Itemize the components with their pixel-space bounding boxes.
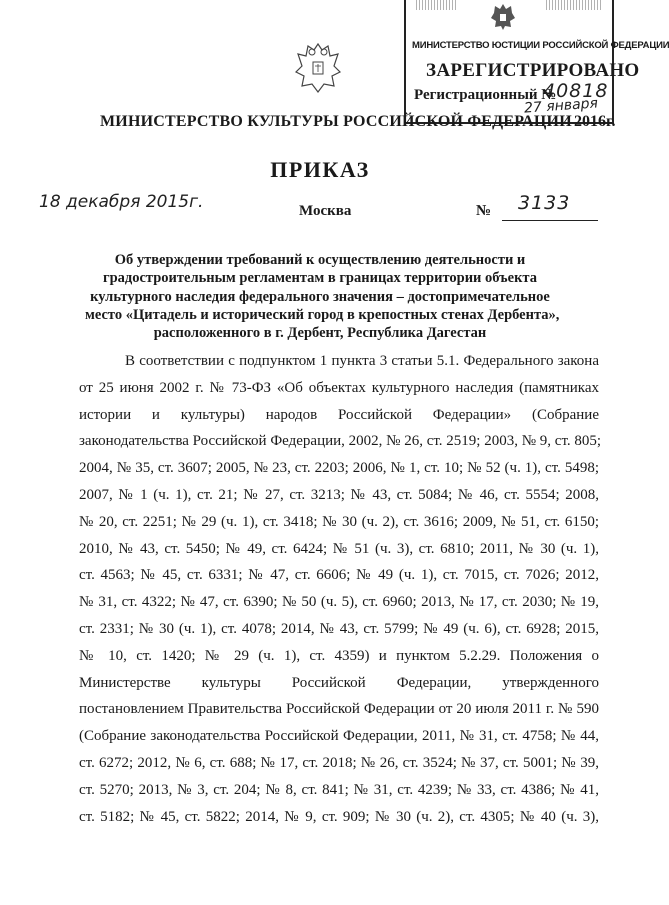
stamp-reg-label: Регистрационный № bbox=[414, 87, 557, 103]
order-date: 18 декабря 2015г. bbox=[39, 192, 204, 212]
order-number: 3133 bbox=[518, 192, 571, 214]
title-line: место «Цитадель и исторический город в крепостных стенах Дербента», bbox=[85, 306, 560, 323]
stamp-eagle-icon bbox=[490, 2, 516, 32]
body-line: № 10, ст. 1420; № 29 (ч. 1), ст. 4359) и пунктом 5.2.29. Положения о bbox=[79, 647, 599, 664]
body-line: № 31, ст. 4322; № 47, ст. 6390; № 50 (ч. 5), ст. 6960; 2013, № 17, ст. 2030; № 19, bbox=[79, 594, 599, 611]
body-line: ст. 6272; 2012, № 6, ст. 688; № 17, ст. 2018; № 26, ст. 3524; № 37, ст. 5001; № 39, bbox=[79, 754, 599, 771]
registration-stamp bbox=[404, 0, 669, 124]
stamp-reg-date: 27 января bbox=[523, 95, 599, 117]
body-line: (Собрание законодательства Российской Федерации, 2011, № 31, ст. 4758; № 44, bbox=[79, 728, 599, 745]
body-line: ст. 5182; № 45, ст. 5822; 2014, № 9, ст. 909; № 30 (ч. 2), ст. 4305; № 40 (ч. 3), bbox=[79, 808, 599, 825]
stamp-year: 2016г. bbox=[574, 113, 616, 130]
stamp-reg-number: 40818 bbox=[543, 80, 609, 102]
body-line: 2007, № 1 (ч. 1), ст. 21; № 27, ст. 3213; № 43, ст. 5084; № 46, ст. 5554; 2008, bbox=[79, 486, 599, 503]
document-type: ПРИКАЗ bbox=[270, 157, 370, 182]
order-body bbox=[79, 348, 602, 830]
body-line: 2010, № 43, ст. 5450; № 49, ст. 6424; № 51 (ч. 3), ст. 6810; 2011, № 30 (ч. 1), bbox=[79, 540, 599, 557]
body-line: ст. 5270; 2013, № 3, ст. 204; № 8, ст. 841; № 31, ст. 4239; № 33, ст. 4386; № 41, bbox=[79, 781, 599, 798]
body-line: № 20, ст. 2251; № 29 (ч. 1), ст. 3418; № 30 (ч. 2), ст. 3616; 2009, № 51, ст. 6150; bbox=[79, 513, 599, 530]
stamp-smudge bbox=[416, 0, 456, 10]
body-line: 2004, № 35, ст. 3607; 2005, № 23, ст. 2203; 2006, № 1, ст. 10; № 52 (ч. 1), ст. 5498; bbox=[79, 460, 599, 477]
order-city: Москва bbox=[299, 203, 352, 219]
title-line: Об утверждении требований к осуществлению деятельности и bbox=[114, 252, 526, 268]
order-number-underline bbox=[502, 220, 598, 221]
title-line: культурного наследия федерального значения – достопримечательное bbox=[90, 288, 550, 305]
body-line: постановлением Правительства Российской Федерации от 20 июля 2011 г. № 590 bbox=[79, 701, 599, 718]
title-line: градостроительным регламентам в границах территории объекта bbox=[103, 270, 537, 287]
body-line: законодательства Российской Федерации, 2002, № 26, ст. 2519; 2003, № 9, ст. 805; bbox=[79, 433, 602, 450]
order-number-sign: № bbox=[476, 203, 492, 219]
coat-of-arms-icon bbox=[294, 40, 342, 96]
body-line: ст. 2331; № 30 (ч. 1), ст. 4078; 2014, № 43, ст. 5799; № 49 (ч. 6), ст. 6928; 2015, bbox=[79, 620, 599, 637]
ministry-name: МИНИСТЕРСТВО КУЛЬТУРЫ РОССИЙСКОЙ ФЕДЕРАЦИИ bbox=[100, 113, 572, 130]
stamp-organization: МИНИСТЕРСТВО ЮСТИЦИИ РОССИЙСКОЙ ФЕДЕРАЦИИ bbox=[412, 40, 669, 51]
body-line: Министерстве культуры Российской Федерации, утвержденного bbox=[79, 674, 599, 691]
body-line: от 25 июня 2002 г. № 73-ФЗ «Об объектах культурного наследия (памятниках bbox=[79, 379, 599, 396]
body-line: В соответствии с подпунктом 1 пункта 3 статьи 5.1. Федерального закона bbox=[125, 353, 599, 369]
order-title bbox=[85, 251, 560, 342]
body-line: ст. 4563; № 45, ст. 6331; № 47, ст. 6606; № 49 (ч. 1), ст. 7015, ст. 7026; 2012, bbox=[79, 567, 599, 584]
title-line: расположенного в г. Дербент, Республика Дагестан bbox=[153, 325, 487, 342]
stamp-smudge bbox=[546, 0, 602, 10]
stamp-status: ЗАРЕГИСТРИРОВАНО bbox=[426, 60, 640, 81]
body-line: истории и культуры) народов Российской Федерации» (Собрание bbox=[79, 406, 599, 423]
